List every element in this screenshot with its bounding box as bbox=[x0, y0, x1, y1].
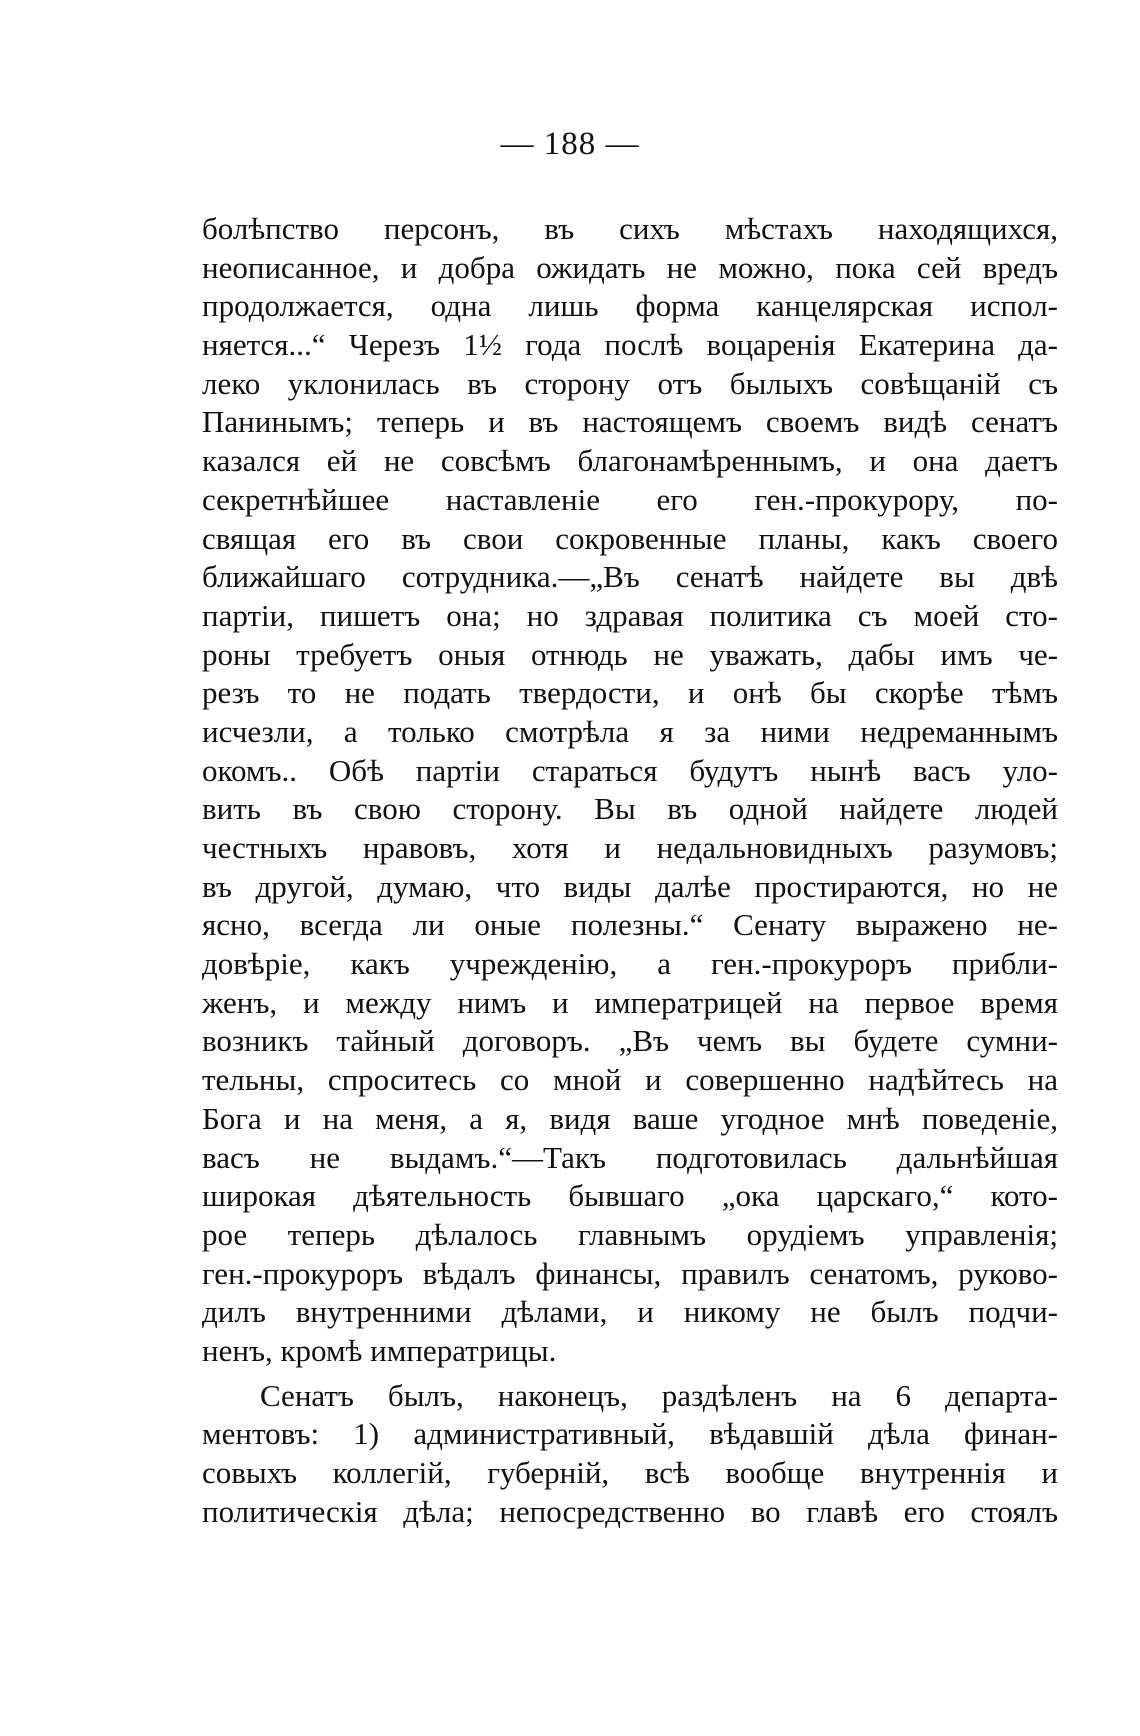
text-line: ментовъ: 1) административный, вѣдавшій дѣла финан- bbox=[202, 1416, 1058, 1452]
text-line: Бога и на меня, а я, видя ваше угодное мнѣ поведеніе, bbox=[202, 1100, 1058, 1136]
text-line: леко уклонилась въ сторону отъ былыхъ совѣщаній съ bbox=[202, 365, 1058, 401]
text-line: женъ, и между нимъ и императрицей на первое время bbox=[202, 984, 1058, 1020]
paragraph-1 bbox=[202, 210, 1058, 1371]
text-line: исчезли, а только смотрѣла я за ними недреманнымъ bbox=[202, 713, 1058, 749]
text-line: совыхъ коллегій, губерній, всѣ вообще внутреннія и bbox=[202, 1455, 1058, 1490]
text-line: честныхъ нравовъ, хотя и недальновидныхъ разумовъ; bbox=[202, 830, 1058, 865]
text-line: дилъ внутренними дѣлами, и никому не былъ подчи- bbox=[202, 1294, 1058, 1330]
text-line: ненъ, кромѣ императрицы. bbox=[202, 1332, 557, 1368]
text-line: партіи, пишетъ она; но здравая политика съ моей сто- bbox=[202, 597, 1058, 633]
text-line: въ другой, думаю, что виды далѣе простираются, но не bbox=[202, 868, 1058, 904]
paragraph-2 bbox=[202, 1377, 1058, 1532]
text-line: политическія дѣла; непосредственно во главѣ его стоялъ bbox=[202, 1493, 1058, 1529]
text-line: свящая его въ свои сокровенные планы, какъ своего bbox=[202, 520, 1058, 556]
text-line: продолжается, одна лишь форма канцелярская испол- bbox=[202, 288, 1058, 324]
text-line: ясно, всегда ли оные полезны.“ Сенату выражено не- bbox=[202, 907, 1058, 943]
text-line: ближайшаго сотрудника.—„Въ сенатѣ найдете вы двѣ bbox=[202, 559, 1058, 595]
text-line: возникъ тайный договоръ. „Въ чемъ вы будете сумни- bbox=[202, 1023, 1058, 1059]
text-line: резъ то не подать твердости, и онѣ бы скорѣе тѣмъ bbox=[202, 675, 1058, 711]
text-line: Сенатъ былъ, наконецъ, раздѣленъ на 6 департа- bbox=[260, 1377, 1058, 1413]
text-line: широкая дѣятельность бывшаго „ока царскаго,“ кото- bbox=[202, 1178, 1058, 1214]
text-line: роны требуетъ оныя отнюдь не уважать, дабы имъ че- bbox=[202, 636, 1058, 672]
page-number: — 188 — bbox=[500, 126, 640, 162]
text-line: ген.-прокуроръ вѣдалъ финансы, правилъ сенатомъ, руково- bbox=[202, 1255, 1058, 1291]
text-line: окомъ.. Обѣ партіи стараться будутъ нынѣ васъ уло- bbox=[202, 752, 1058, 788]
text-line: Панинымъ; теперь и въ настоящемъ своемъ видѣ сенатъ bbox=[202, 404, 1058, 440]
text-line: довѣріе, какъ учрежденію, а ген.-прокуроръ прибли- bbox=[202, 946, 1058, 982]
text-line: васъ не выдамъ.“—Такъ подготовилась дальнѣйшая bbox=[202, 1139, 1058, 1175]
text-line: няется...“ Черезъ 1½ года послѣ воцаренія Екатерина да- bbox=[202, 327, 1058, 363]
body-text bbox=[202, 210, 1058, 1531]
text-line: тельны, спроситесь со мной и совершенно надѣйтесь на bbox=[202, 1062, 1058, 1098]
text-line: рое теперь дѣлалось главнымъ орудіемъ управленія; bbox=[202, 1216, 1058, 1252]
text-line: болѣпство персонъ, въ сихъ мѣстахъ находящихся, bbox=[202, 211, 1058, 246]
text-line: неописанное, и добра ожидать не можно, пока сей вредъ bbox=[202, 249, 1058, 285]
text-line: секретнѣйшее наставленіе его ген.-прокурору, по- bbox=[202, 481, 1058, 517]
text-line: вить въ свою сторону. Вы въ одной найдете людей bbox=[202, 791, 1058, 827]
text-line: казался ей не совсѣмъ благонамѣреннымъ, и она даетъ bbox=[202, 443, 1058, 479]
